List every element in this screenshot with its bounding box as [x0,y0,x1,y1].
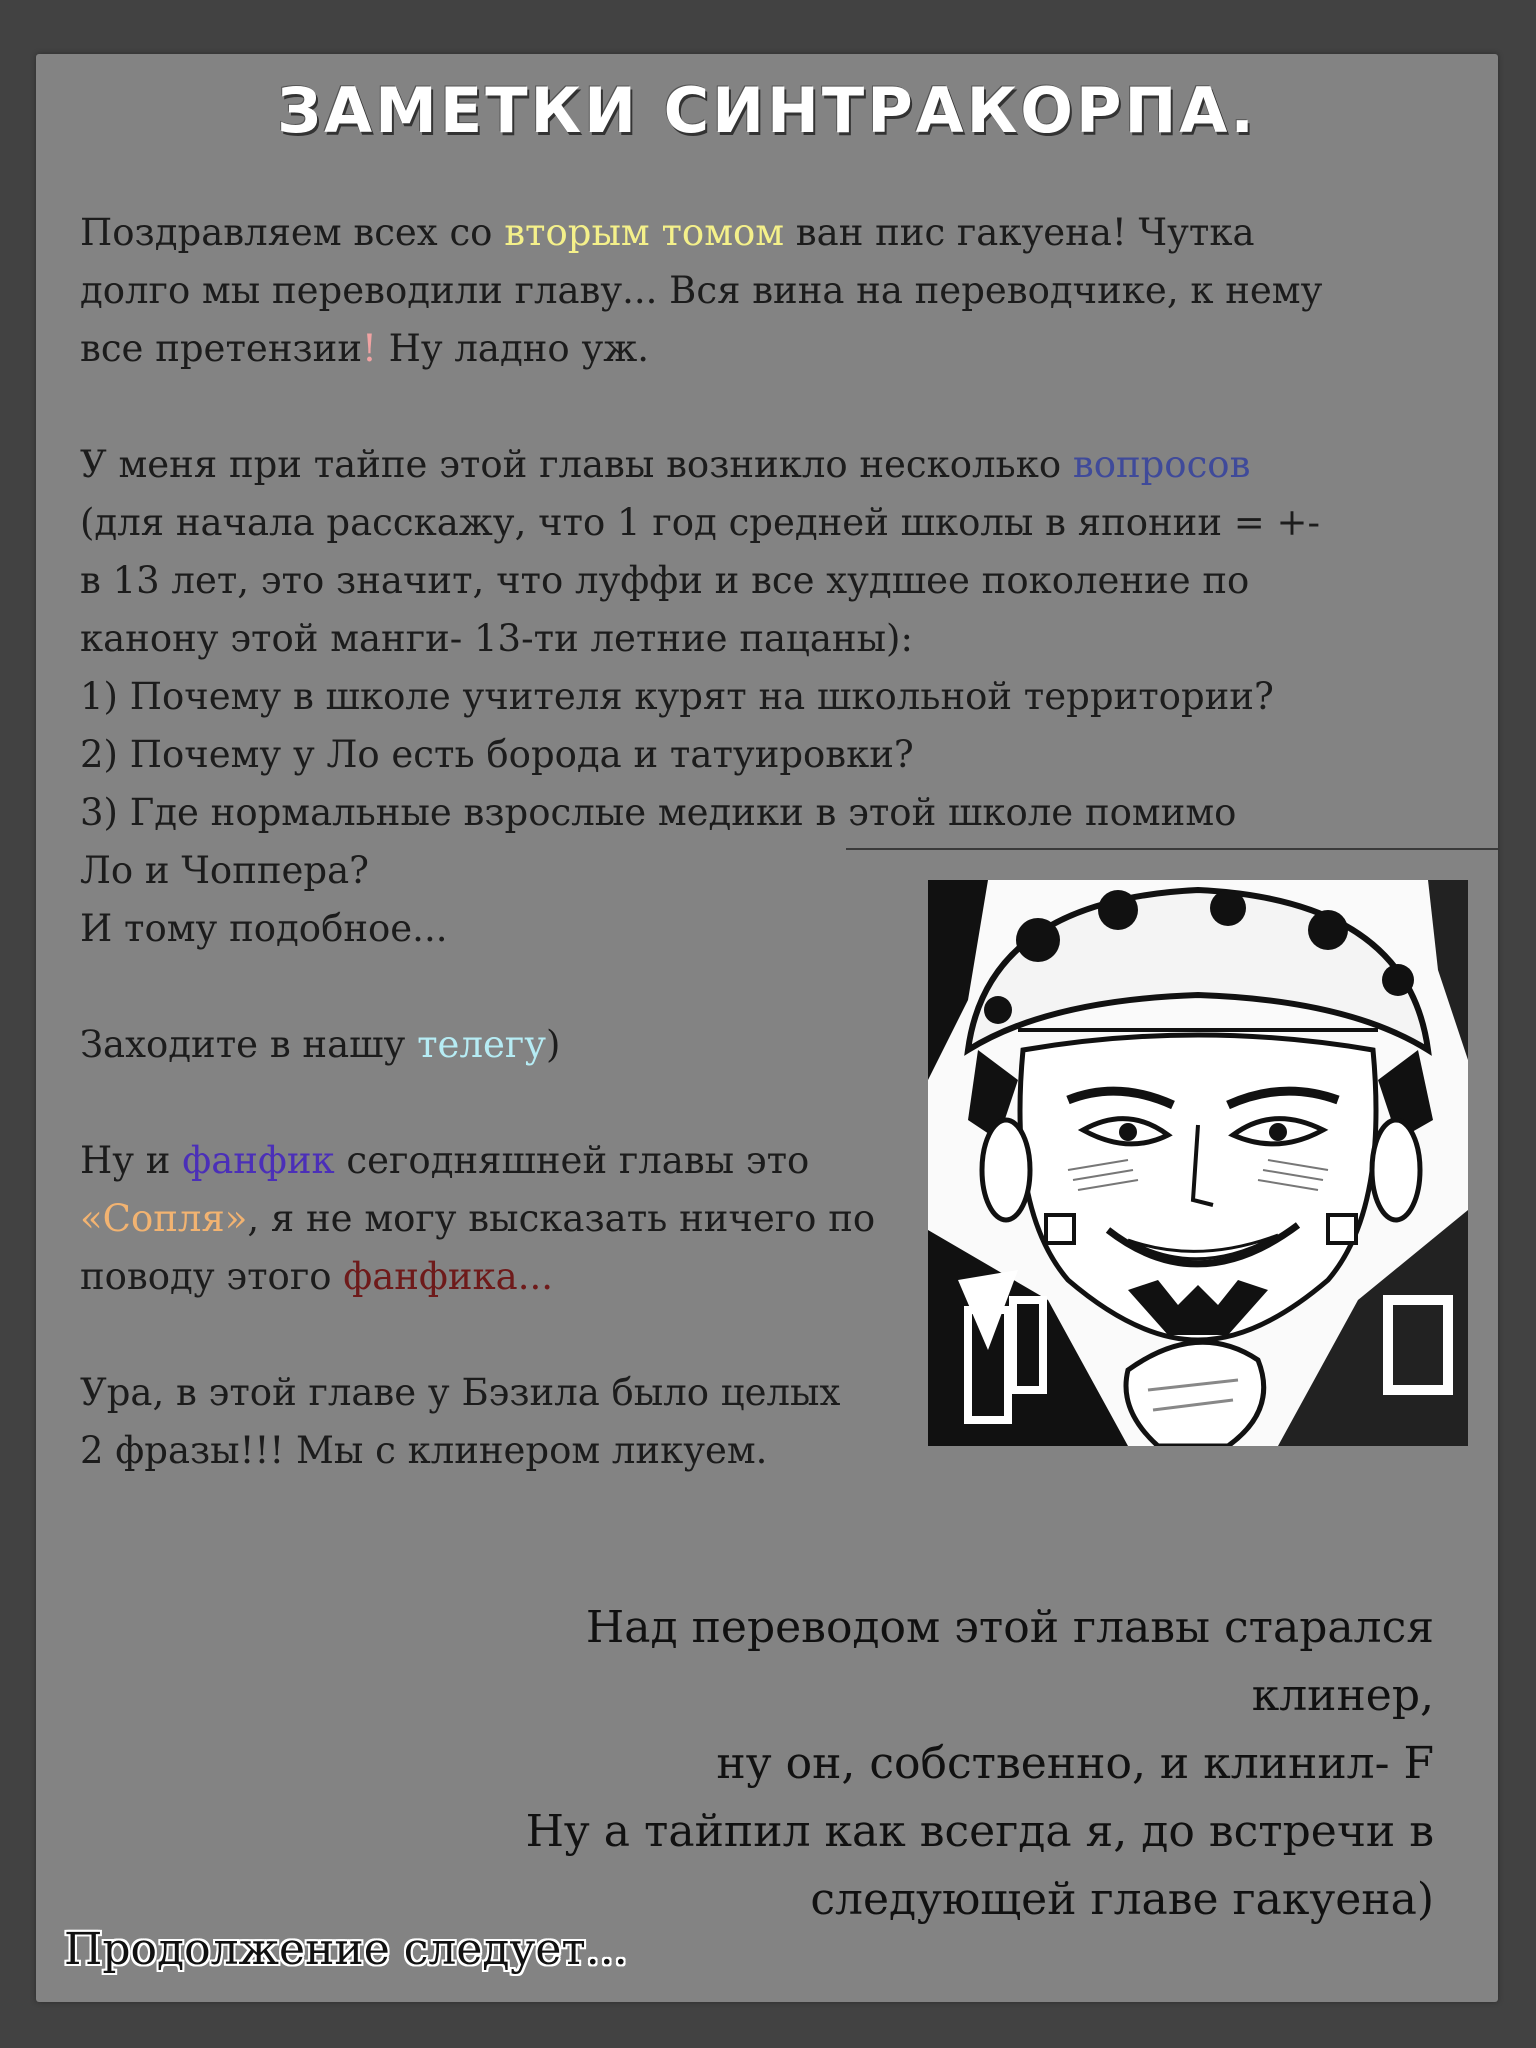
telegram-paragraph: Заходите в нашу телегу) [80,1023,561,1066]
question-3: 3) Где нормальные взрослые медики в этой школе помимо Ло и Чоппера? [80,791,1237,892]
credits-line-3: Ну а тайпил как всегда я, до встречи в [525,1806,1434,1857]
questions-paragraph: У меня при тайпе этой главы возникло несколько вопросов (для начала расскажу, что 1 год средней школы в японии = +-в 13 лет, это значит, что луффи и все худшее поколение по канону этой манги- 13-ти летние пацаны): [80,443,1321,660]
intro-paragraph: Поздравляем всех со вторым томом ван пис гакуена! Чутка долго мы переводили главу... Вся вина на переводчике, к нему все претензии! Ну ладно уж. [80,211,1323,370]
question-etc: И тому подобное... [80,907,448,950]
manga-portrait-image [928,880,1468,1446]
notes-panel [36,54,1498,2002]
question-2: 2) Почему у Ло есть борода и татуировки? [80,733,914,776]
highlight-exclamation: ! [361,327,377,370]
telegram-link[interactable]: телегу [417,1023,546,1066]
to-be-continued: Продолжение следует... [64,1924,628,1975]
page-title: ЗАМЕТКИ СИНТРАКОРПА. [277,74,1257,147]
fanfic-paragraph: Ну и фанфик сегодняшней главы это «Сопля», я не могу высказать ничего по поводу этого фанфика... [80,1139,876,1298]
highlight-fanfic-2: фанфика... [343,1255,554,1298]
credits-line-4: следующей главе гакуена) [810,1874,1434,1925]
credits-line-1: Над переводом этой главы старался клинер, [585,1602,1434,1721]
basil-paragraph: Ура, в этой главе у Бэзила было целых 2 фразы!!! Мы с клинером ликуем. [80,1371,841,1472]
divider-line [846,848,1498,850]
highlight-fanfic-title: «Сопля» [80,1197,248,1240]
highlight-fanfic: фанфик [182,1139,335,1182]
highlight-questions: вопросов [1072,443,1251,486]
highlight-second-volume: вторым томом [504,211,785,254]
credits-line-2: ну он, собственно, и клинил- F [716,1738,1434,1789]
question-1: 1) Почему в школе учителя курят на школьной территории? [80,675,1274,718]
manga-portrait-drawing [928,880,1468,1446]
credits-block [454,1594,1434,1934]
